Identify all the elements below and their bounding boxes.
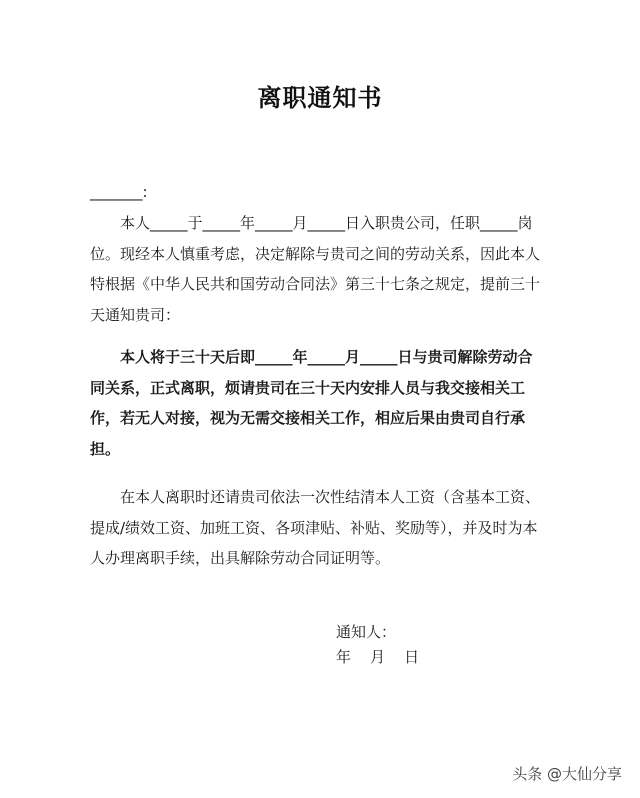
paragraph-line: 同关系，正式离职，烦请贵司在三十天内安排人员与我交接相关工 bbox=[90, 378, 526, 397]
paragraph-line: 人办理离职手续，出具解除劳动合同证明等。 bbox=[90, 549, 391, 567]
paragraph-line: 本人_____于_____年_____月_____日入职贵公司，任职_____岗 bbox=[120, 214, 533, 232]
paragraph-line: 本人将于三十天后即_____年_____月_____日与贵司解除劳动合 bbox=[120, 348, 533, 366]
paragraph-line: 特根据《中华人民共和国劳动合同法》第三十七条之规定，提前三十 bbox=[90, 275, 541, 293]
document-title: 离职通知书 bbox=[257, 84, 383, 112]
salutation-line: _______: bbox=[90, 183, 148, 201]
signature-label: 通知人： bbox=[336, 623, 397, 641]
paragraph-employment-info bbox=[90, 208, 560, 330]
paragraph-line: 作，若无人对接，视为无需交接相关工作，相应后果由贵司自行承 bbox=[90, 409, 526, 427]
paragraph-settlement-request bbox=[90, 482, 560, 574]
watermark-text: 头条 @大仙分享 bbox=[512, 765, 622, 783]
paragraph-line: 担。 bbox=[90, 439, 121, 458]
paragraph-line: 位。现经本人慎重考虑，决定解除与贵司之间的劳动关系，因此本人 bbox=[90, 244, 541, 263]
paragraph-line: 在本人离职时还请贵司依法一次性结清本人工资（含基本工资、 bbox=[120, 488, 541, 506]
paragraph-line: 天通知贵司： bbox=[90, 305, 181, 324]
paragraph-resignation-notice bbox=[90, 342, 560, 464]
paragraph-line: 提成/绩效工资、加班工资、各项津贴、补贴、奖励等），并及时为本 bbox=[90, 518, 538, 537]
date-line: 年 月 日 bbox=[336, 648, 420, 666]
